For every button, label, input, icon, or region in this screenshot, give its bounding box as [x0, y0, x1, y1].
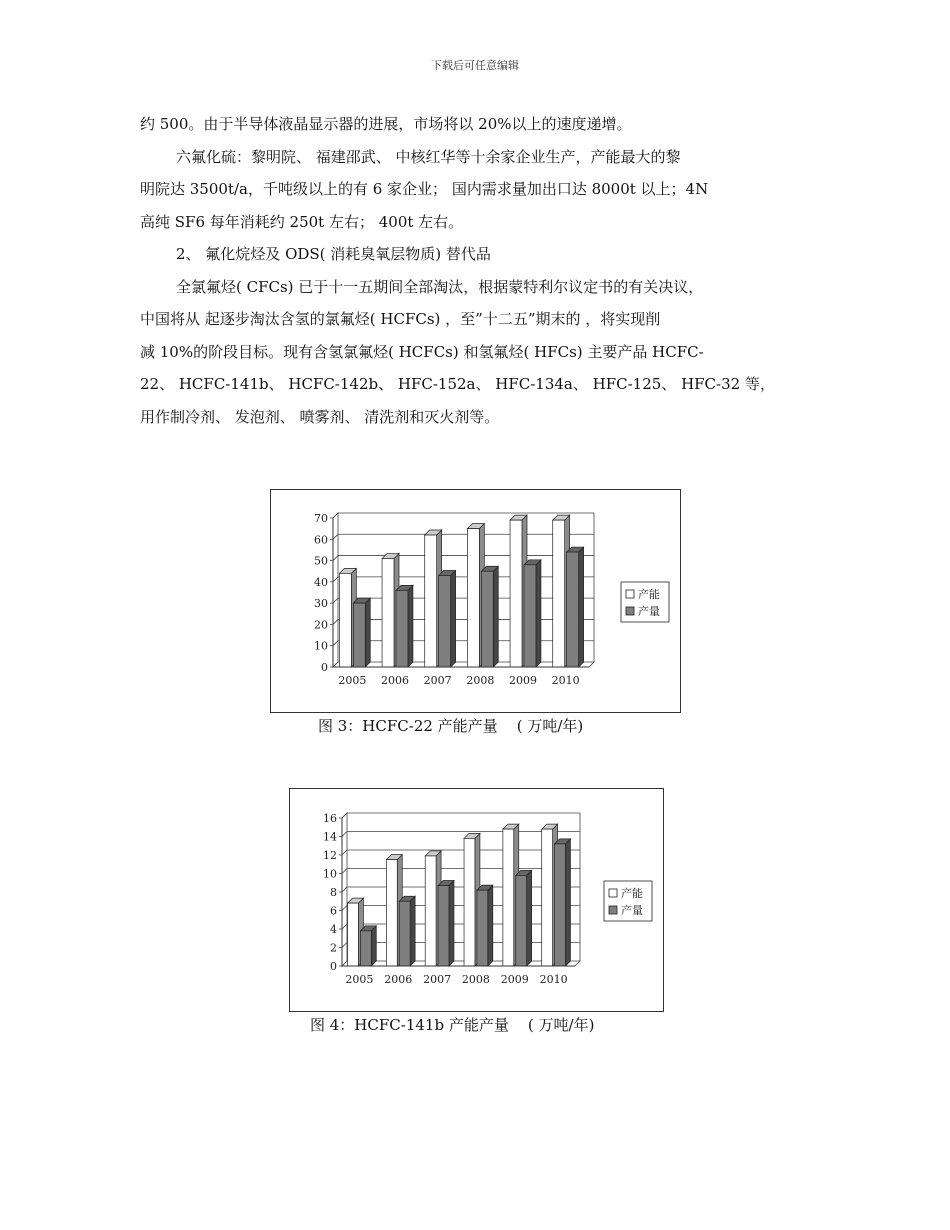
- x-tick-label: 2008: [461, 973, 490, 986]
- side-wall: [333, 513, 338, 667]
- legend-label: 产量: [638, 605, 660, 618]
- legend-label: 产能: [621, 887, 643, 900]
- y-tick-label: 50: [314, 554, 328, 568]
- x-tick-label: 2010: [551, 674, 580, 687]
- bar-产量-2005: [353, 598, 370, 667]
- y-tick-label: 6: [330, 904, 337, 918]
- bar-side: [371, 926, 376, 966]
- legend-swatch: [626, 590, 634, 598]
- bar-front: [481, 571, 493, 667]
- legend-label: 产量: [621, 904, 643, 917]
- bar-产量-2007: [438, 881, 454, 966]
- bar-front: [396, 590, 408, 667]
- bar-front: [567, 552, 579, 667]
- bar-产量-2005: [360, 926, 376, 966]
- text-line: 2、 氟化烷烃及 ODS( 消耗臭氧层物质) 替代品: [176, 245, 491, 263]
- legend-swatch: [609, 906, 617, 914]
- section-heading: [140, 238, 815, 271]
- bar-front: [339, 573, 351, 667]
- x-tick-label: 2008: [466, 674, 495, 687]
- bar-front: [425, 856, 436, 966]
- y-tick-label: 30: [314, 597, 328, 611]
- legend-label: 产能: [638, 588, 660, 601]
- x-tick-label: 2009: [500, 973, 529, 986]
- text-line: 明院达 3500t/a，千吨级以上的有 6 家企业； 国内需求量加出口达 8000t 以上；4N: [140, 180, 709, 198]
- x-tick-label: 2005: [338, 674, 367, 687]
- bar-产量-2008: [477, 885, 493, 966]
- x-tick-label: 2010: [539, 973, 568, 986]
- x-tick-label: 2007: [423, 674, 452, 687]
- x-tick-label: 2007: [423, 973, 452, 986]
- y-tick-label: 4: [330, 923, 337, 936]
- bar-front: [399, 901, 410, 966]
- y-tick-label: 60: [314, 533, 328, 547]
- bar-front: [425, 535, 437, 667]
- bar-front: [464, 838, 475, 966]
- text-line: 用作制冷剂、 发泡剂、 喷雾剂、 清洗剂和灭火剂等。: [140, 407, 500, 426]
- bar-side: [536, 560, 541, 667]
- bar-front: [382, 558, 394, 667]
- x-tick-label: 2006: [384, 973, 413, 986]
- bar-front: [353, 603, 365, 667]
- text-line: 中国将从 起逐步淘汰含氢的氯氟烃( HCFCs) ，至”十二五”期末的 ，将实现削: [140, 310, 661, 328]
- y-tick-label: 12: [323, 849, 337, 862]
- figure-hcfc141b-chart: [289, 788, 664, 1012]
- hcfc22-bar-chart: [271, 490, 680, 712]
- text-line: 约 500。由于半导体液晶显示器的进展，市场将以 20%以上的速度递增。: [140, 115, 632, 133]
- bar-front: [510, 520, 522, 667]
- y-tick-label: 8: [330, 886, 337, 899]
- bar-side: [451, 570, 456, 667]
- bar-front: [524, 565, 536, 667]
- figure-3-caption: 图 3：HCFC-22 产能产量 ( 万吨/年): [318, 717, 584, 735]
- text-line: 22、 HCFC-141b、 HCFC-142b、 HFC-152a、 HFC-134a、 HFC-125、 HFC-32 等，: [140, 375, 775, 393]
- bar-front: [467, 529, 479, 667]
- figure-4-caption: 图 4：HCFC-141b 产能产量 ( 万吨/年): [310, 1016, 595, 1034]
- legend-swatch: [609, 889, 617, 897]
- bar-side: [449, 881, 454, 966]
- y-tick-label: 20: [314, 618, 328, 632]
- text-line: 高纯 SF6 每年消耗约 250t 左右； 400t 左右。: [140, 212, 464, 231]
- bar-front: [348, 903, 359, 966]
- body-text: [140, 108, 815, 433]
- bar-产量-2008: [481, 566, 498, 667]
- y-tick-label: 0: [321, 661, 328, 674]
- chart-legend: [604, 881, 652, 921]
- bar-产量-2010: [555, 839, 571, 966]
- bar-side: [488, 885, 493, 966]
- bar-front: [477, 890, 488, 966]
- legend-swatch: [626, 607, 634, 615]
- bar-front: [360, 931, 371, 966]
- x-tick-label: 2006: [381, 674, 409, 687]
- bar-side: [365, 598, 370, 667]
- x-tick-label: 2005: [345, 973, 374, 986]
- figure-hcfc22-chart: [270, 489, 681, 713]
- bar-front: [553, 520, 565, 667]
- bar-side: [565, 839, 570, 966]
- bar-产量-2009: [516, 870, 532, 966]
- bar-产量-2006: [396, 585, 413, 667]
- bar-产量-2007: [439, 570, 456, 667]
- text-line: 六氟化硫：黎明院、 福建邵武、 中核红华等十余家企业生产，产能最大的黎: [176, 147, 681, 166]
- y-tick-label: 70: [314, 512, 328, 525]
- text-line: 减 10%的阶段目标。现有含氢氯氟烃( HCFCs) 和氢氟烃( HFCs) 主要产品 HCFC-: [140, 342, 704, 361]
- bar-side: [410, 896, 415, 966]
- bar-产量-2006: [399, 896, 415, 966]
- bar-产量-2009: [524, 560, 541, 667]
- y-tick-label: 14: [323, 830, 337, 844]
- bar-产量-2010: [567, 547, 584, 667]
- bar-side: [493, 566, 498, 667]
- bar-front: [438, 886, 449, 966]
- y-tick-label: 10: [323, 867, 337, 881]
- bar-front: [503, 829, 514, 966]
- bar-front: [542, 829, 553, 966]
- x-tick-label: 2009: [509, 674, 537, 687]
- bar-side: [408, 585, 413, 667]
- paragraph-cfc: [140, 271, 815, 434]
- page-header: 下载后可任意编辑: [431, 59, 519, 72]
- y-tick-label: 0: [330, 960, 337, 973]
- bar-front: [516, 875, 527, 966]
- bar-front: [386, 860, 397, 966]
- bar-front: [439, 575, 451, 667]
- y-tick-label: 10: [314, 639, 328, 653]
- y-tick-label: 2: [330, 941, 337, 955]
- bar-side: [579, 547, 584, 667]
- bar-side: [527, 870, 532, 966]
- chart-legend: [621, 582, 669, 622]
- y-tick-label: 16: [323, 812, 337, 825]
- hcfc141b-bar-chart: [290, 789, 663, 1011]
- bar-front: [555, 844, 566, 966]
- text-line: 全氯氟烃( CFCs) 已于十一五期间全部淘汰，根据蒙特利尔议定书的有关决议，: [176, 277, 704, 296]
- paragraph-sf6: [140, 141, 815, 239]
- paragraph-1: [140, 108, 815, 141]
- y-tick-label: 40: [314, 575, 328, 589]
